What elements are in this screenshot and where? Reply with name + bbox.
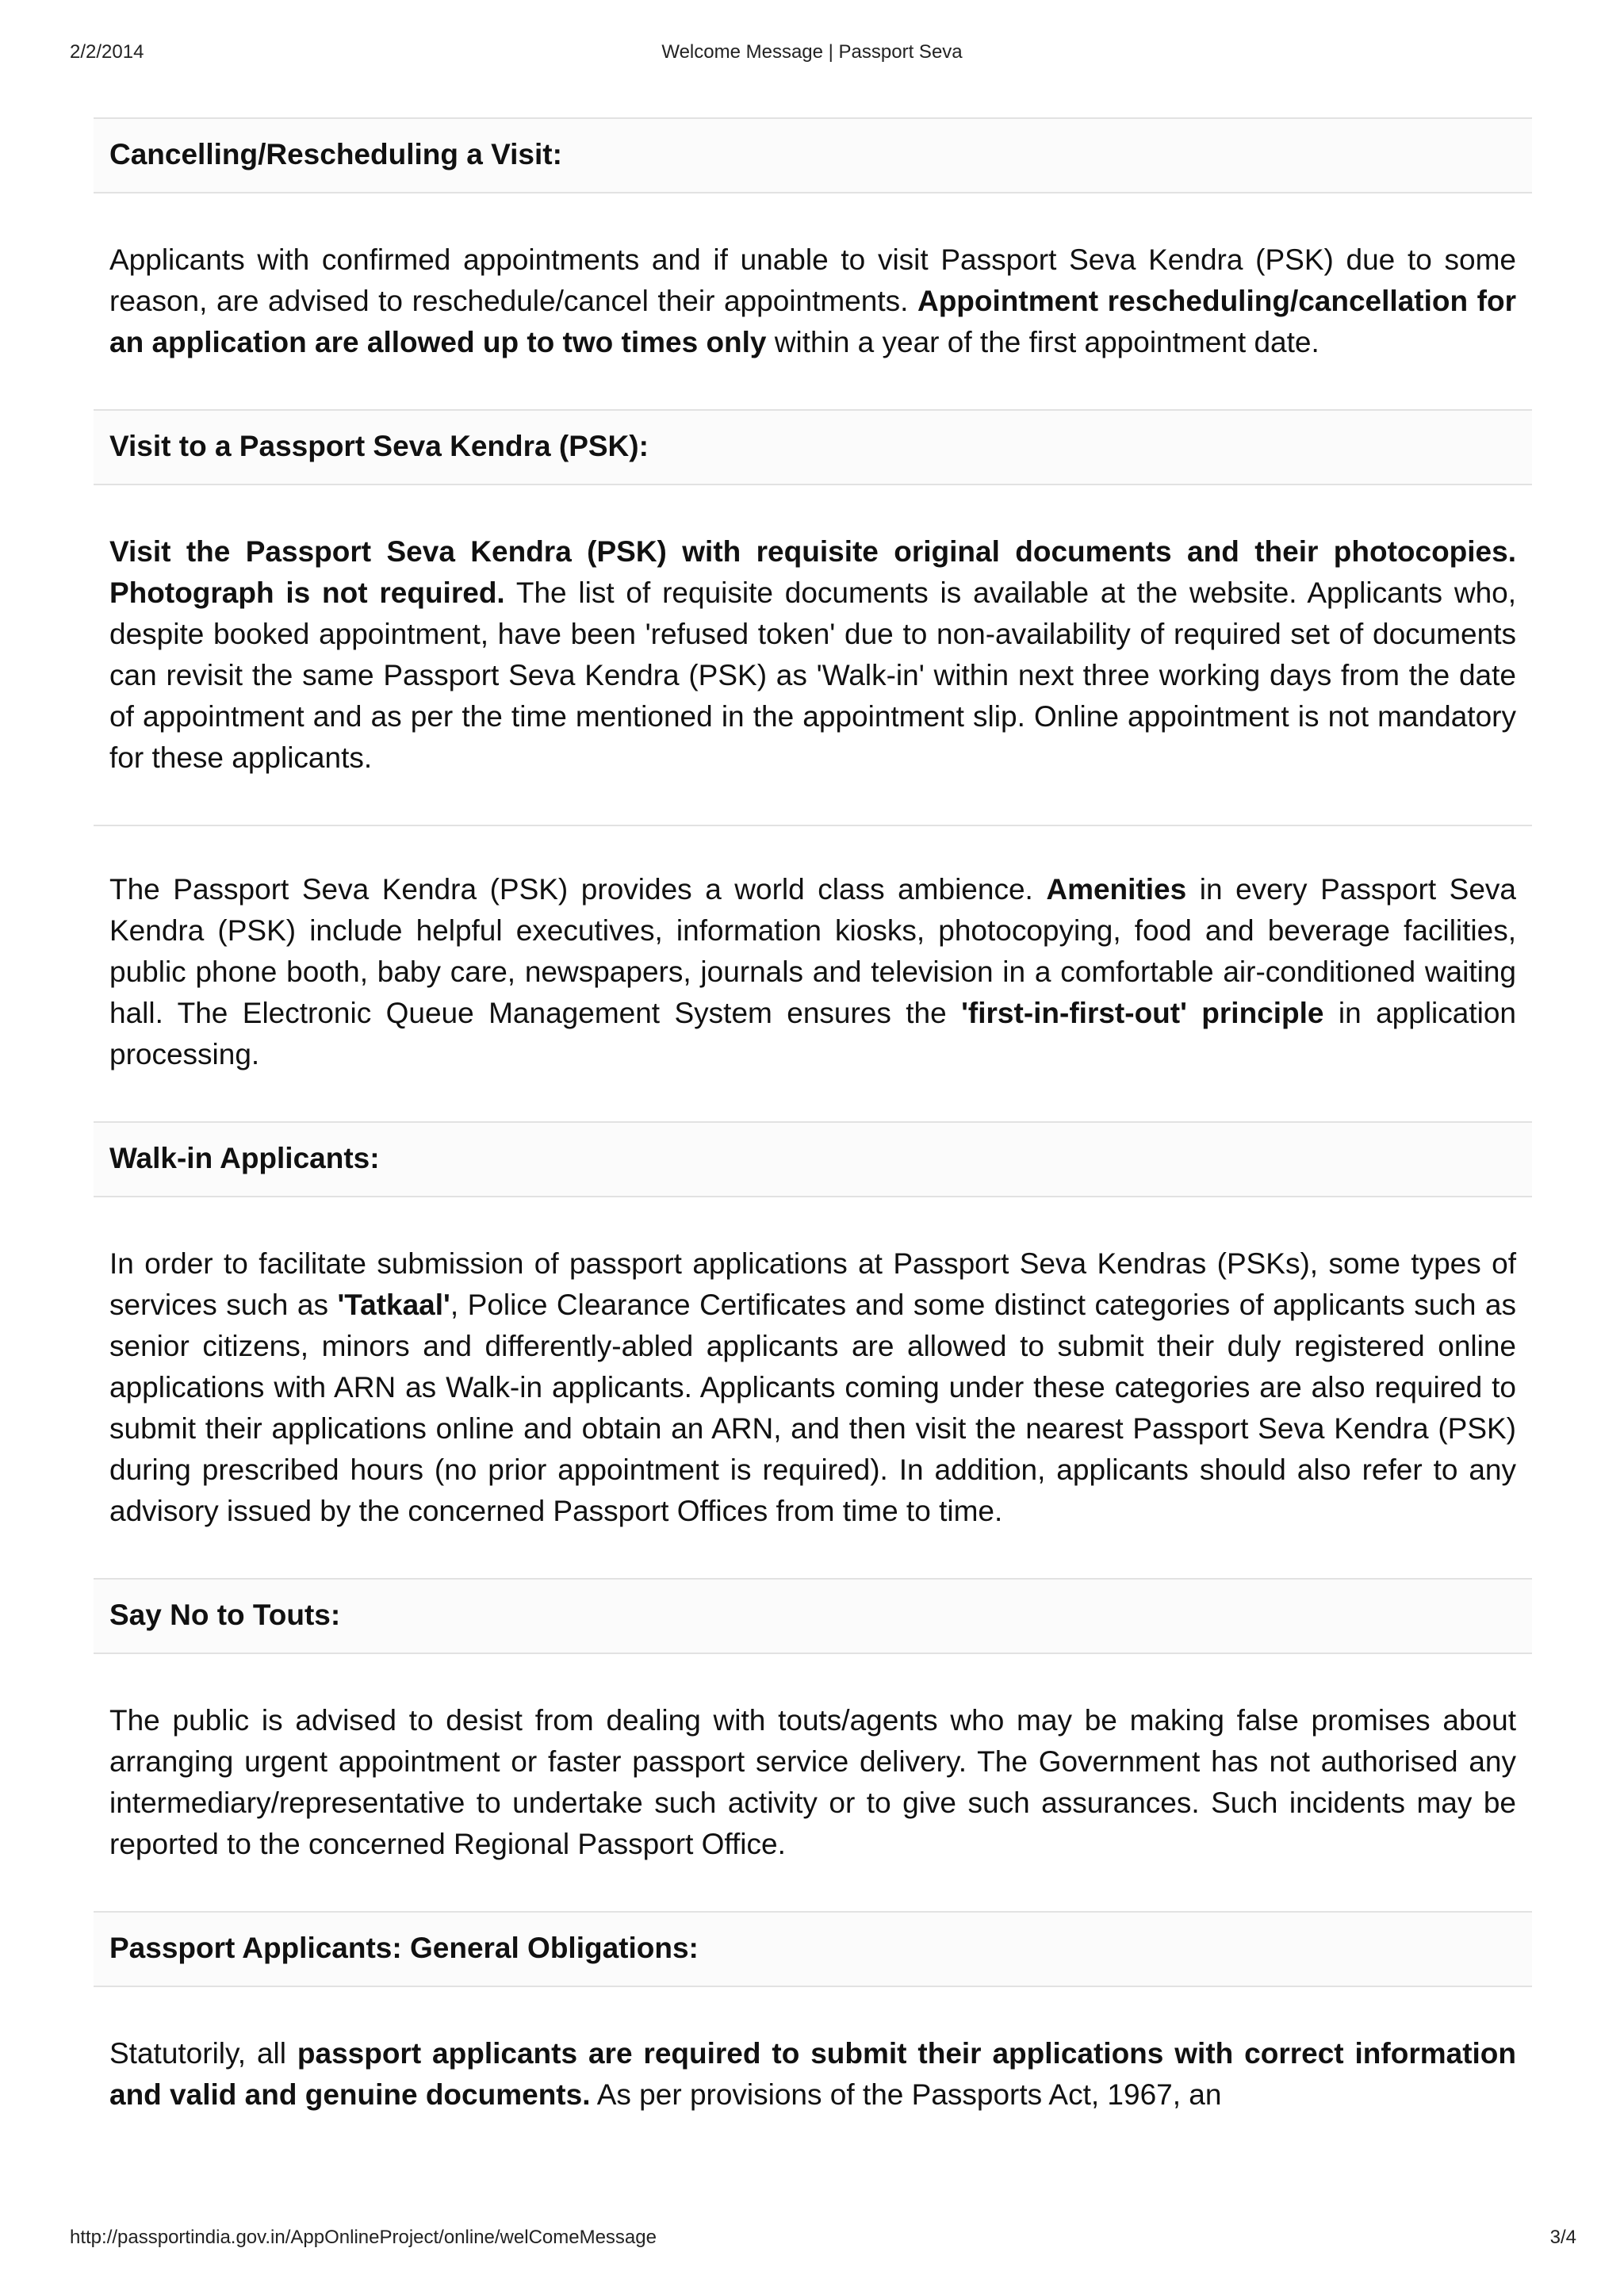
- heading-text: Cancelling/Rescheduling a Visit:: [109, 138, 562, 170]
- divider: [94, 825, 1532, 826]
- page-url: http://passportindia.gov.in/AppOnlineProject/online/welComeMessage: [70, 2227, 657, 2248]
- paragraph-visit: Visit the Passport Seva Kendra (PSK) with requisite original documents and their photocopies. Photograph is not required. The list of requisite documents is available at the website. Applicants who, despite booked appointment, have been 'refused token' due to non-availability of required set of documents can revisit the same Passport Seva Kendra (PSK) as 'Walk-in' within next three working days from the date of appointment and as per the time mentioned in the appointment slip. Online appointment is not mandatory for these applicants.: [109, 535, 1516, 774]
- heading-text: Passport Applicants: General Obligations:: [109, 1932, 699, 1964]
- paragraph-amenities: The Passport Seva Kendra (PSK) provides a world class ambience. Amenities in every Passport Seva Kendra (PSK) include helpful executives, information kiosks, photocopying, food and beverage facilities, public phone booth, baby care, newspapers, journals and television in a comfortable air-conditioned waiting hall. The Electronic Queue Management System ensures the 'first-in-first-out' principle in application processing.: [109, 873, 1517, 1070]
- heading-text: Say No to Touts:: [109, 1599, 341, 1631]
- section-heading-visit: [94, 409, 1532, 485]
- print-header: [0, 41, 1624, 73]
- paragraph-cancel: Applicants with confirmed appointments and if unable to visit Passport Seva Kendra (PSK) due to some reason, are advised to reschedule/cancel their appointments. Appointment rescheduling/cancellation for an application are allowed up to two times only within a year of the first appointment date.: [109, 243, 1516, 358]
- heading-text: Walk-in Applicants:: [109, 1142, 380, 1174]
- section-heading-obligations: [94, 1911, 1532, 1987]
- paragraph-touts: The public is advised to desist from dealing with touts/agents who may be making false promises about arranging urgent appointment or faster passport service delivery. The Government has not authorised any intermediary/representative to undertake such activity or to give such assurances. Such incidents may be reported to the concerned Regional Passport Office.: [109, 1704, 1516, 1860]
- paragraph-walkin: In order to facilitate submission of passport applications at Passport Seva Kendras (PSKs), some types of services such as 'Tatkaal', Police Clearance Certificates and some distinct categories of applicants such as senior citizens, minors and differently-abled applicants are allowed to submit their duly registered online applications with ARN as Walk-in applicants. Applicants coming under these categories are also required to submit their applications online and obtain an ARN, and then visit the nearest Passport Seva Kendra (PSK) during prescribed hours (no prior appointment is required). In addition, applicants should also refer to any advisory issued by the concerned Passport Offices from time to time.: [109, 1247, 1516, 1527]
- page-number: 3/4: [1549, 2227, 1576, 2248]
- heading-text: Visit to a Passport Seva Kendra (PSK):: [109, 430, 649, 462]
- page-content: [94, 117, 1532, 2116]
- print-footer: [0, 2227, 1624, 2258]
- page-title: Welcome Message | Passport Seva: [661, 41, 963, 63]
- section-heading-touts: [94, 1578, 1532, 1654]
- section-heading-cancel: [94, 117, 1532, 193]
- section-heading-walkin: [94, 1121, 1532, 1197]
- paragraph-obligations: Statutorily, all passport applicants are required to submit their applications with correct information and valid and genuine documents. As per provisions of the Passports Act, 1967, an: [109, 2037, 1517, 2111]
- print-date: 2/2/2014: [70, 41, 144, 63]
